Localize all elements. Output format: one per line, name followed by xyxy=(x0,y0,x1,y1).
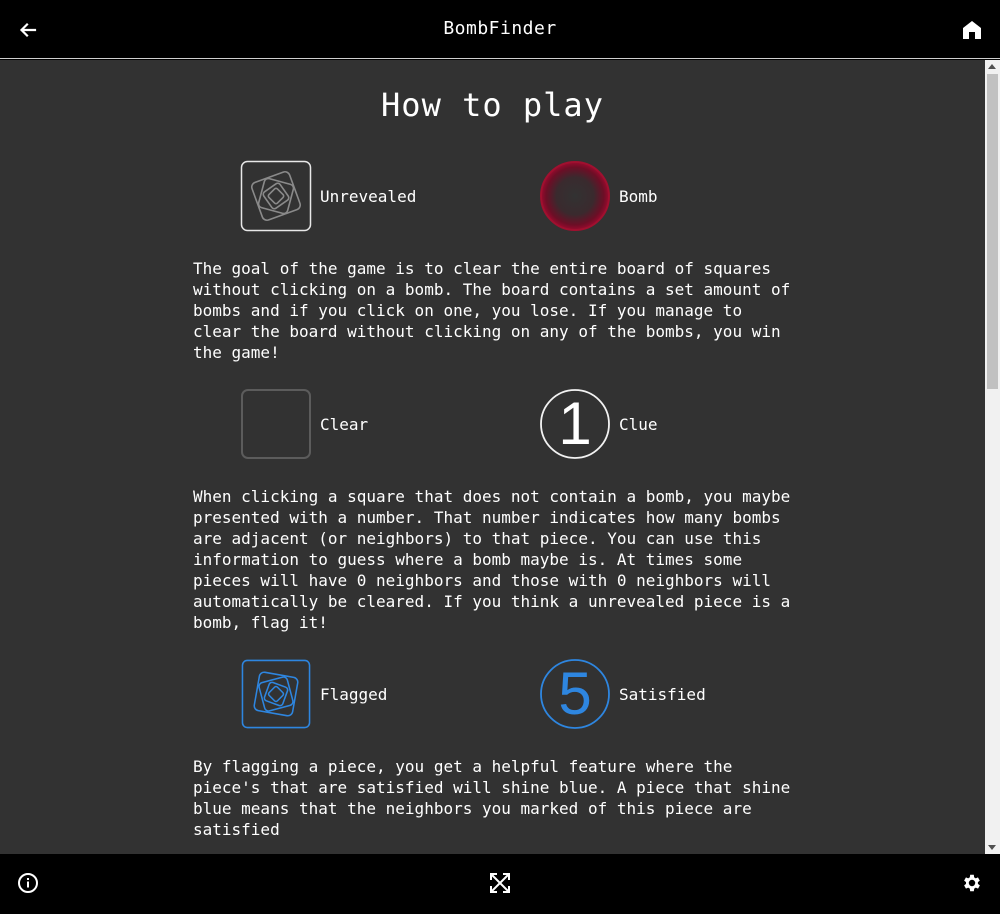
bottom-bar xyxy=(0,854,1000,914)
expand-icon xyxy=(489,872,511,894)
legend-label: Clue xyxy=(619,414,658,434)
home-icon xyxy=(961,19,983,41)
legend-label: Flagged xyxy=(320,684,388,704)
unrevealed-tile-icon xyxy=(240,160,312,232)
bomb-tile-icon xyxy=(539,160,611,232)
page-title: How to play xyxy=(381,86,604,124)
clue-number: 1 xyxy=(558,390,592,457)
legend-flagged xyxy=(240,658,387,730)
legend-label: Bomb xyxy=(619,186,658,206)
scroll-down-arrow-icon[interactable] xyxy=(988,845,996,850)
how-to-play-content[interactable] xyxy=(0,60,985,854)
goal-paragraph: The goal of the game is to clear the entire board of squares without clicking on a bomb. The board contains a set amount of bombs and if you click on one, you lose. If you manage to clear the board without clicking on any of the bombs, you win the game! xyxy=(193,259,791,362)
legend-unrevealed xyxy=(240,160,416,232)
scroll-up-arrow-icon[interactable] xyxy=(988,64,996,69)
clear-tile-icon xyxy=(240,388,312,460)
satisfied-tile-icon xyxy=(539,658,611,730)
gear-icon xyxy=(961,872,983,894)
info-icon xyxy=(17,872,39,894)
legend-label: Satisfied xyxy=(619,684,706,704)
legend-label: Clear xyxy=(320,414,369,434)
scrollbar-thumb[interactable] xyxy=(987,74,998,389)
home-button[interactable] xyxy=(956,14,988,46)
clue-tile-icon xyxy=(539,388,611,460)
flagged-tile-icon xyxy=(240,658,312,730)
legend-row-1 xyxy=(0,160,985,232)
satisfied-number: 5 xyxy=(558,660,592,727)
legend-row-3 xyxy=(0,658,985,730)
top-bar xyxy=(0,0,1000,59)
fullscreen-button[interactable] xyxy=(484,867,516,899)
content-scrollbar[interactable] xyxy=(985,60,1000,854)
legend-bomb xyxy=(539,160,658,232)
info-button[interactable] xyxy=(12,867,44,899)
clue-paragraph: When clicking a square that does not contain a bomb, you maybe presented with a number. That number indicates how many bombs are adjacent (or neighbors) to that piece. You can use this information to guess where a bomb maybe is. At times some pieces will have 0 neighbors and those with 0 neighbors will automatically be cleared. If you think a unrevealed piece is a bomb, flag it! xyxy=(193,487,791,632)
settings-button[interactable] xyxy=(956,867,988,899)
app-title: BombFinder xyxy=(443,18,557,39)
legend-label: Unrevealed xyxy=(320,186,417,206)
legend-clue xyxy=(539,388,658,460)
flagging-paragraph: By flagging a piece, you get a helpful feature where the piece's that are satisfied will shine blue. A piece that shine blue means that the neighbors you marked of this piece are satisfied xyxy=(193,757,791,839)
legend-clear xyxy=(240,388,368,460)
legend-row-2 xyxy=(0,388,985,460)
legend-satisfied xyxy=(539,658,706,730)
